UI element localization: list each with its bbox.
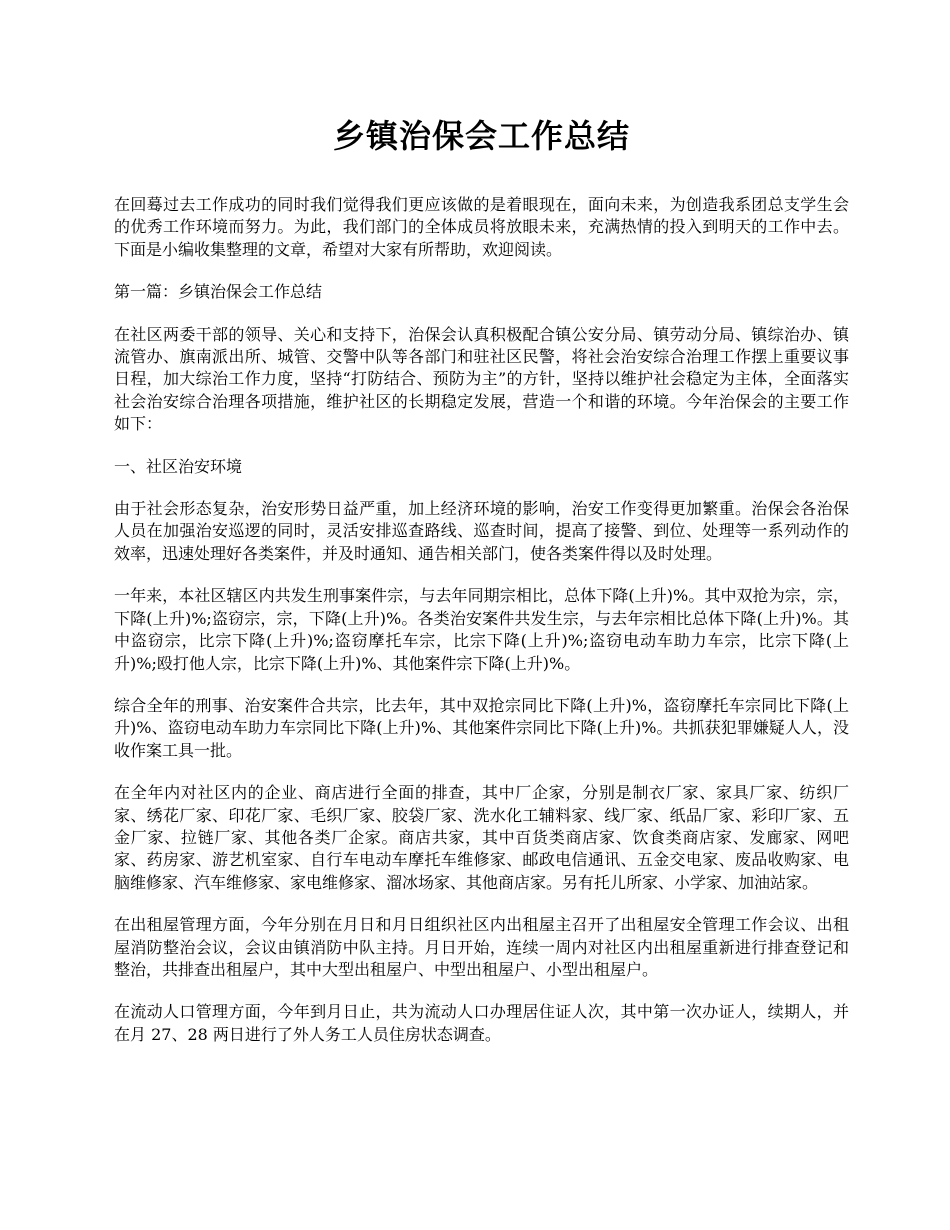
body-paragraph: 综合全年的刑事、治安案件合共宗，比去年，其中双抢宗同比下降(上升)%，盗窃摩托车宗同比下降(上升)%、盗窃电动车助力车宗同比下降(上升)%、其他案件宗同比下降(上升)%。共抓获犯罪嫌疑人人，没收作案工具一批。 xyxy=(114,695,849,760)
body-paragraph: 在全年内对社区内的企业、商店进行全面的排查，其中厂企家，分别是制衣厂家、家具厂家、纺织厂家、绣花厂家、印花厂家、毛织厂家、胶袋厂家、洗水化工辅料家、线厂家、纸品厂家、彩印厂家、五金厂家、拉链厂家、其他各类厂企家。商店共家，其中百货类商店家、饮食类商店家、发廊家、网吧家、药房家、游艺机室家、自行车电动车摩托车维修家、邮政电信通讯、五金交电家、废品收购家、电脑维修家、汽车维修家、家电维修家、溜冰场家、其他商店家。另有托儿所家、小学家、加油站家。 xyxy=(114,783,849,892)
intro-paragraph: 在回蓦过去工作成功的同时我们觉得我们更应该做的是着眼现在，面向未来，为创造我系团总支学生会的优秀工作环境而努力。为此，我们部门的全体成员将放眼未来，充满热情的投入到明天的工作中去。下面是小编收集整理的文章，希望对大家有所帮助，欢迎阅读。 xyxy=(114,195,849,259)
document-body xyxy=(114,112,849,1066)
body-paragraph: 在出租屋管理方面，今年分别在月日和月日组织社区内出租屋主召开了出租屋安全管理工作会议、出租屋消防整治会议，会议由镇消防中队主持。月日开始，连续一周内对社区内出租屋重新进行排查登记和整治，共排查出租屋户，其中大型出租屋户、中型出租屋户、小型出租屋户。 xyxy=(114,915,849,979)
body-paragraph: 在社区两委干部的领导、关心和支持下，治保会认真积极配合镇公安分局、镇劳动分局、镇综治办、镇流管办、旗南派出所、城管、交警中队等各部门和驻社区民警，将社会治安综合治理工作摆上重要议事日程，加大综治工作力度，坚持“打防结合、预防为主”的方针，坚持以维护社会稳定为主体，全面落实社会治安综合治理各项措施，维护社区的长期稳定发展，营造一个和谐的环境。今年治保会的主要工作如下： xyxy=(114,324,849,434)
body-paragraph: 在流动人口管理方面，今年到月日止，共为流动人口办理居住证人次，其中第一次办证人，续期人，并在月 27、28 两日进行了外人务工人员住房状态调查。 xyxy=(114,1002,849,1044)
subsection-heading: 一、社区治安环境 xyxy=(114,456,243,476)
document-title: 乡镇治保会工作总结 xyxy=(332,117,630,155)
body-paragraph: 一年来，本社区辖区内共发生刑事案件宗，与去年同期宗相比，总体下降(上升)%。其中双抢为宗，宗，下降(上升)%;盗窃宗，宗，下降(上升)%。各类治安案件共发生宗，与去年宗相比总体下降(上升)%。其中盗窃宗，比宗下降(上升)%;盗窃摩托车宗，比宗下降(上升)%;盗窃电动车助力车宗，比宗下降(上升)%;殴打他人宗，比宗下降(上升)%、其他案件宗下降(上升)%。 xyxy=(114,586,849,673)
section-heading: 第一篇：乡镇治保会工作总结 xyxy=(114,282,323,302)
body-paragraph: 由于社会形态复杂，治安形势日益严重，加上经济环境的影响，治安工作变得更加繁重。治保会各治保人员在加强治安巡逻的同时，灵活安排巡查路线、巡查时间，提高了接警、到位、处理等一系列动作的效率，迅速处理好各类案件，并及时通知、通告相关部门，使各类案件得以及时处理。 xyxy=(114,499,849,563)
